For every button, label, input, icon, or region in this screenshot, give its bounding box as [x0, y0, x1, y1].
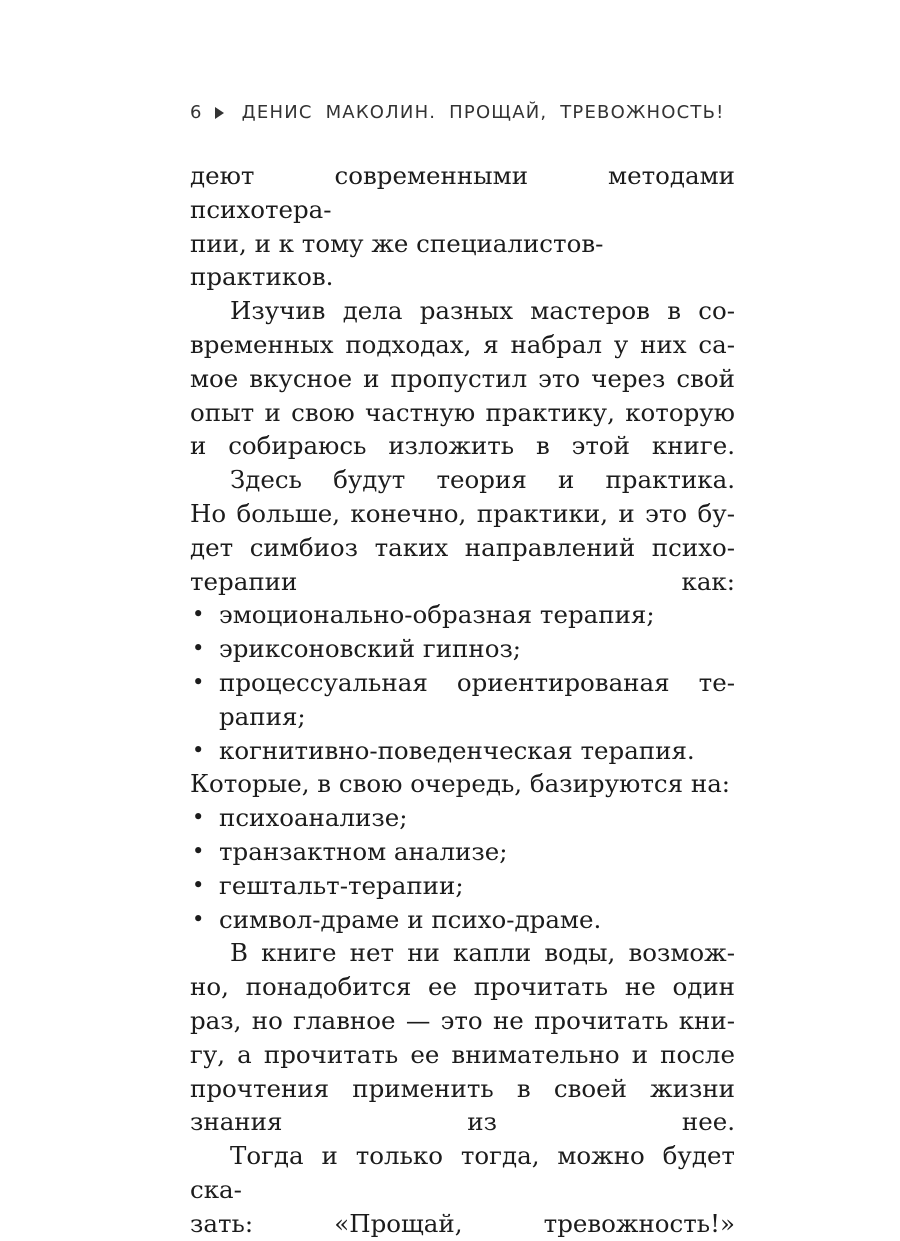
page-number: 6 [190, 102, 203, 123]
text-line: В книге нет ни капли воды, возмож- [230, 938, 735, 968]
list-item: • транзактном анализе; [190, 835, 735, 869]
text-line: Тогда и только тогда, можно будет ска- [190, 1141, 735, 1204]
bullet-icon: • [192, 906, 205, 931]
text-line: раз, но главное — это не прочитать кни- [190, 1005, 735, 1035]
text-line: и собираюсь изложить в этой книге. [190, 431, 735, 461]
bullet-icon: • [192, 838, 205, 863]
list-item: • эмоционально-образная терапия; [190, 598, 735, 632]
paragraph-3 [190, 463, 735, 598]
text-line: временных подходах, я набрал у них са- [190, 329, 735, 359]
bullet-icon: • [192, 737, 205, 762]
bullet-icon: • [192, 636, 205, 661]
text-line: Но больше, конечно, практики, и это бу- [190, 498, 735, 528]
text-line: пии, и к тому же специалистов-практиков. [190, 228, 604, 292]
running-head [190, 102, 725, 123]
text-line: Которые, в свою очередь, базируются на: [190, 769, 731, 799]
paragraph-6 [190, 1139, 735, 1240]
text-line: но, понадобится ее прочитать не один [190, 972, 735, 1002]
text-line: Здесь будут теория и практика. [230, 465, 735, 495]
bullet-list-2 [190, 801, 735, 936]
bullet-icon: • [192, 669, 205, 694]
list-item: • когнитивно-поведенческая терапия. [190, 734, 735, 768]
text-line: терапии как: [190, 566, 735, 596]
text-line: зать: «Прощай, тревожность!» [190, 1208, 735, 1238]
paragraph-4 [190, 767, 735, 801]
text-line: Изучив дела разных мастеров в со- [230, 296, 735, 326]
list-item: • символ-драме и психо-драме. [190, 903, 735, 937]
text-line: дет симбиоз таких направлений психо- [190, 532, 735, 562]
text-line: гу, а прочитать ее внимательно и после [190, 1039, 735, 1069]
text-line: знания из нее. [190, 1107, 735, 1137]
text-line: мое вкусное и пропустил это через свой [190, 363, 735, 393]
triangle-marker-icon [215, 107, 224, 119]
bullet-icon: • [192, 872, 205, 897]
list-item: • гештальт-терапии; [190, 869, 735, 903]
running-title: ДЕНИС МАКОЛИН. ПРОЩАЙ, ТРЕВОЖНОСТЬ! [241, 102, 725, 123]
paragraph-1 [190, 159, 735, 294]
bullet-icon: • [192, 805, 205, 830]
body-text [190, 159, 735, 1241]
paragraph-2 [190, 294, 735, 463]
text-line: деют современными методами психотера- [190, 161, 735, 224]
bullet-list-1 [190, 598, 735, 767]
list-item: • эриксоновский гипноз; [190, 632, 735, 666]
list-item: • психоанализе; [190, 801, 735, 835]
bullet-icon: • [192, 602, 205, 627]
list-item: • процессуальная ориентированая те- рапия; [192, 667, 735, 731]
paragraph-5 [190, 936, 735, 1139]
text-line: опыт и свою частную практику, которую [190, 397, 735, 427]
text-line: прочтения применить в своей жизни [190, 1073, 735, 1103]
